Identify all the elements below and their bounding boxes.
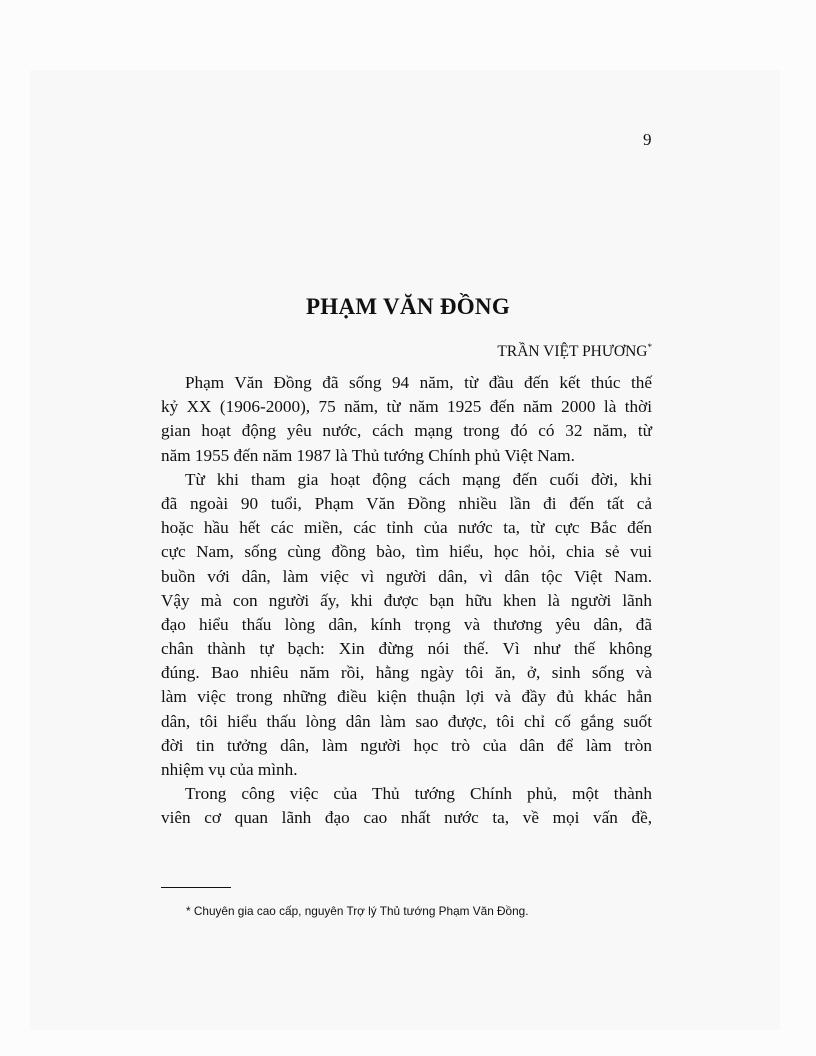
footnote-marker: * xyxy=(647,342,652,352)
text-line: đã ngoài 90 tuổi, Phạm Văn Đồng nhiều lần đi đến tất cả xyxy=(161,493,652,513)
text-line: đời tin tưởng dân, làm người học trò của dân để làm tròn xyxy=(161,735,652,755)
text-line: làm việc trong những điều kiện thuận lợi và đầy đủ khác hẳn xyxy=(161,687,652,707)
text-line: nhiệm vụ của mình. xyxy=(161,760,298,779)
footnote: * Chuyên gia cao cấp, nguyên Trợ lý Thủ tướng Phạm Văn Đồng. xyxy=(186,904,529,918)
text-line: buồn với dân, làm việc vì người dân, vì dân tộc Việt Nam. xyxy=(161,566,652,586)
text-line: chân thành tự bạch: Xin đừng nói thế. Vì như thế không xyxy=(161,639,652,659)
text-line: dân, tôi hiểu thấu lòng dân làm sao được, tôi chỉ cố gắng suốt xyxy=(161,711,652,731)
text-line: Trong công việc của Thủ tướng Chính phủ, một thành xyxy=(185,784,652,804)
paragraph xyxy=(161,468,652,782)
text-line: Từ khi tham gia hoạt động cách mạng đến cuối đời, khi xyxy=(185,469,652,489)
text-line: Phạm Văn Đồng đã sống 94 năm, từ đầu đến kết thúc thế xyxy=(185,373,652,392)
author-name: TRẦN VIỆT PHƯƠNG xyxy=(497,343,648,361)
author-line xyxy=(497,342,652,361)
text-line: năm 1955 đến năm 1987 là Thủ tướng Chính phủ Việt Nam. xyxy=(161,445,575,465)
text-line: cực Nam, sống cùng đồng bào, tìm hiểu, học hỏi, chia sẻ vui xyxy=(161,542,652,562)
paragraph xyxy=(161,371,652,468)
footnote-rule xyxy=(161,887,231,888)
text-line: đúng. Bao nhiêu năm rồi, hằng ngày tôi ăn, ở, sinh sống và xyxy=(161,663,652,683)
chapter-title: PHẠM VĂN ĐỒNG xyxy=(305,294,511,319)
paragraph xyxy=(161,782,652,830)
text-line: hoặc hầu hết các miền, các tỉnh của nước ta, từ cực Bắc đến xyxy=(161,518,652,538)
text-line: đạo hiểu thấu lòng dân, kính trọng và thương yêu dân, đã xyxy=(161,614,652,634)
text-line: Vậy mà con người ấy, khi được bạn hữu khen là người lãnh xyxy=(161,590,652,610)
text-line: gian hoạt động yêu nước, cách mạng trong đó có 32 năm, từ xyxy=(161,421,652,441)
text-line: kỷ XX (1906-2000), 75 năm, từ năm 1925 đến năm 2000 là thời xyxy=(161,397,652,417)
body-text xyxy=(161,371,652,831)
text-line: viên cơ quan lãnh đạo cao nhất nước ta, về mọi vấn đề, xyxy=(161,808,652,828)
page-number: 9 xyxy=(643,130,652,149)
